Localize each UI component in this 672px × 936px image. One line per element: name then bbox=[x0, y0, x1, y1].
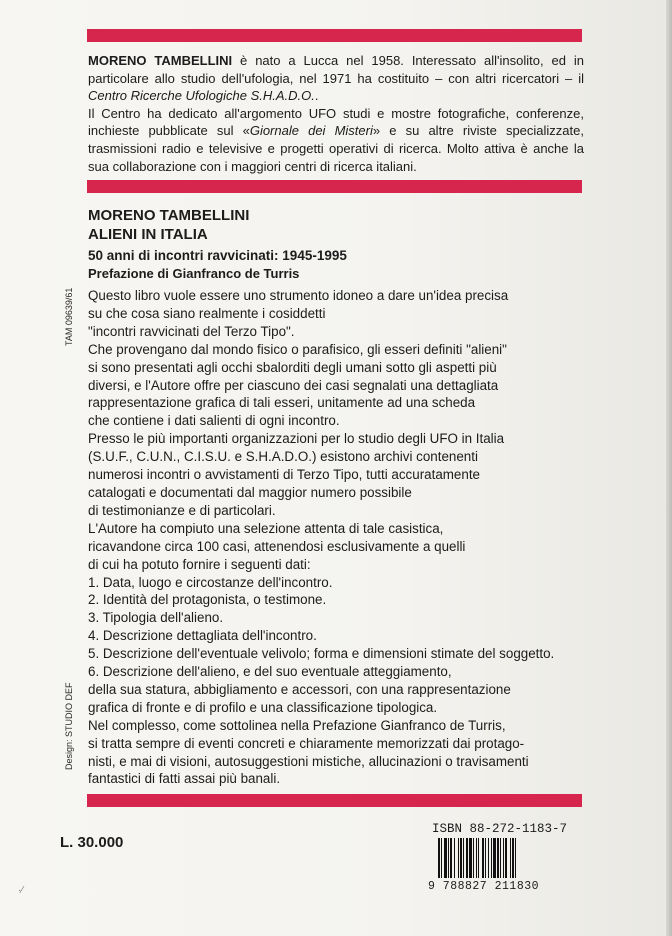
bio-text-2a: Il Centro ha dedicato all'argomento UFO studi e mostre fotografiche, conferenze, inchieste pubblicate sul « bbox=[88, 105, 584, 139]
book-subtitle: 50 anni di incontri ravvicinati: 1945-1995 bbox=[88, 248, 347, 263]
blurb-line: 4. Descrizione dettagliata dell'incontro. bbox=[88, 628, 317, 644]
book-author: MORENO TAMBELLINI bbox=[88, 207, 250, 224]
blurb-line: 1. Data, luogo e circostanze dell'incontro. bbox=[88, 574, 333, 590]
blurb-line: Che provengano dal mondo fisico o parafisico, gli esseri definiti "alieni" bbox=[88, 341, 507, 357]
blurb-line: che contiene i dati salienti di ogni incontro. bbox=[88, 413, 340, 429]
top-accent-bar bbox=[87, 29, 582, 42]
blurb-line: Presso le più importanti organizzazioni per lo studio degli UFO in Italia bbox=[88, 431, 505, 447]
bio-author-name: MORENO TAMBELLINI bbox=[88, 53, 233, 68]
blurb-line: si tratta sempre di eventi concreti e chiaramente memorizzati dai protago- bbox=[88, 735, 525, 751]
blurb-line: della sua statura, abbigliamento e accessori, con una rappresentazione bbox=[88, 681, 511, 697]
blurb-line: rappresentazione grafica di tali esseri, unitamente ad una scheda bbox=[88, 395, 476, 411]
blurb-line: fantastici di fatti assai più banali. bbox=[88, 771, 281, 787]
author-bio bbox=[88, 52, 584, 175]
book-titles bbox=[88, 206, 584, 282]
bio-paragraph-1 bbox=[88, 52, 584, 105]
blurb-line: di cui ha potuto fornire i seguenti dati: bbox=[88, 556, 311, 572]
book-title: ALIENI IN ITALIA bbox=[88, 226, 208, 243]
tam-code: TAM 09639/61 bbox=[64, 287, 74, 346]
blurb-line: "incontri ravvicinati del Terzo Tipo". bbox=[88, 323, 295, 339]
blurb-line: 2. Identità del protagonista, o testimone. bbox=[88, 592, 327, 608]
bottom-accent-bar bbox=[87, 794, 582, 807]
blurb-line: nisti, e mai di visioni, autosuggestioni mistiche, allucinazioni o travisamenti bbox=[88, 753, 529, 769]
blurb-line: (S.U.F., C.U.N., C.I.S.U. e S.H.A.D.O.) esistono archivi contenenti bbox=[88, 449, 478, 465]
middle-accent-bar bbox=[87, 180, 582, 193]
blurb-line: catalogati e documentati dal maggior numero possibile bbox=[88, 484, 412, 500]
price-label: L. 30.000 bbox=[60, 834, 124, 851]
bio-magazine: Giornale dei Misteri bbox=[249, 123, 373, 139]
bio-centre-name: Centro Ricerche Ufologiche S.H.A.D.O. bbox=[88, 88, 315, 104]
blurb-line: grafica di fronte e di profilo e una classificazione tipologica. bbox=[88, 699, 438, 715]
scan-mark: ·⁄ bbox=[18, 885, 23, 896]
blurb-line: Nel complesso, come sottolinea nella Prefazione Gianfranco de Turris, bbox=[88, 717, 506, 733]
blurb-text bbox=[88, 287, 588, 788]
blurb-line: L'Autore ha compiuto una selezione attenta di tale casistica, bbox=[88, 520, 444, 536]
book-preface: Prefazione di Gianfranco de Turris bbox=[88, 266, 300, 281]
blurb-line: ricavandone circa 100 casi, attenendosi esclusivamente a quelli bbox=[88, 538, 466, 554]
blurb-line: si sono presentati agli occhi sbalorditi degli umani sotto gli aspetti più bbox=[88, 359, 497, 375]
bio-paragraph-2 bbox=[88, 105, 584, 175]
isbn-label: ISBN 88-272-1183-7 bbox=[432, 822, 568, 836]
blurb-line: su che cosa siano realmente i cosiddetti bbox=[88, 305, 326, 321]
blurb-line: 5. Descrizione dell'eventuale velivolo; forma e dimensioni stimate del soggetto. bbox=[88, 646, 555, 662]
blurb-line: 6. Descrizione dell'alieno, e del suo eventuale atteggiamento, bbox=[88, 664, 452, 680]
cover-edge bbox=[666, 0, 672, 936]
blurb-line: di testimonianze e di particolari. bbox=[88, 502, 276, 518]
blurb-line: numerosi incontri o avvistamenti di Terzo Tipo, tutti accuratamente bbox=[88, 467, 480, 483]
bio-text-1b: . bbox=[314, 88, 319, 104]
bio-text-1a: è nato a Lucca nel 1958. Interessato all'insolito, ed in particolare allo studio dell'ufologia, nel 1971 ha costituito – con altri ricercatori – il bbox=[88, 53, 584, 86]
blurb-line: 3. Tipologia dell'alieno. bbox=[88, 610, 224, 626]
bio-text-2b: » e su altre riviste specializzate, trasmissioni radio e televisive e progetti operativi di ricerca. Molto attiva è anche la sua collaborazione con i maggiori centri di ricerca italiani. bbox=[88, 123, 584, 174]
barcode-digits: 9 788827 211830 bbox=[428, 880, 540, 893]
blurb-line: Questo libro vuole essere uno strumento idoneo a dare un'idea precisa bbox=[88, 288, 509, 303]
design-credit: Design: STUDIO DEF bbox=[64, 682, 74, 770]
blurb-line: diversi, e l'Autore offre per ciascuno dei casi segnalati una dettagliata bbox=[88, 377, 499, 393]
